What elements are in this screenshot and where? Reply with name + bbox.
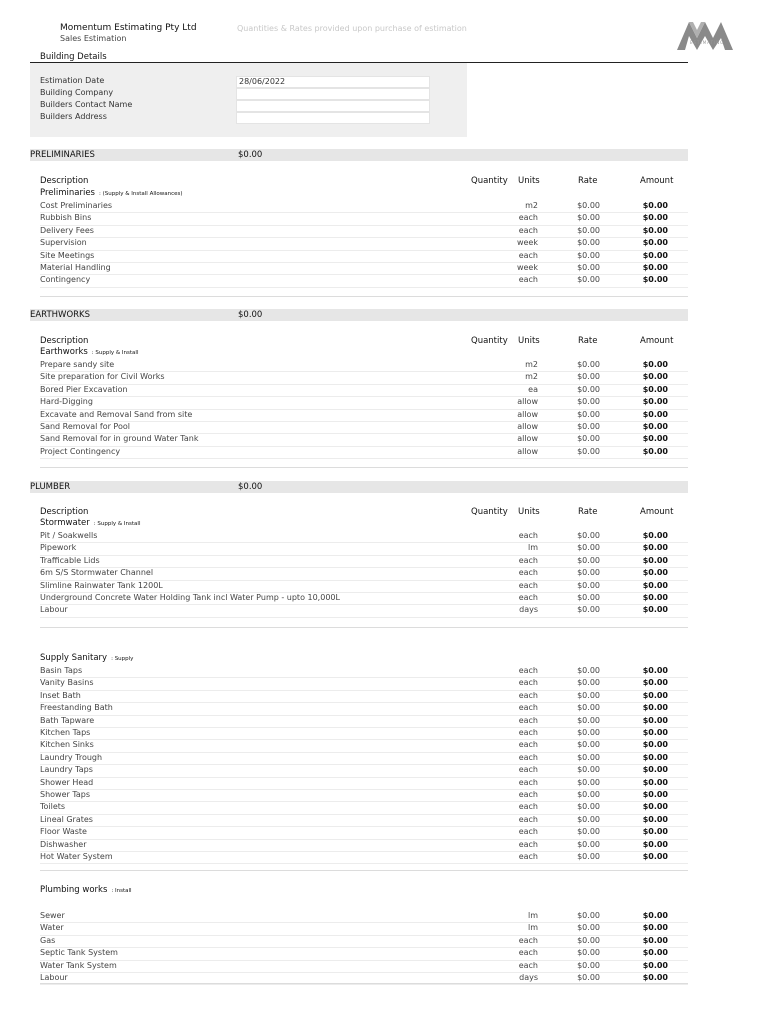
item-amount: $0.00 bbox=[642, 715, 668, 725]
item-unit: each bbox=[518, 765, 538, 775]
table-row bbox=[40, 947, 688, 960]
item-description: Dishwasher bbox=[40, 839, 87, 849]
item-rate: $0.00 bbox=[577, 765, 600, 775]
table-row bbox=[40, 839, 688, 852]
table-row bbox=[40, 433, 688, 446]
item-rate: $0.00 bbox=[577, 605, 600, 615]
group-title bbox=[40, 885, 132, 895]
col-header-amount: Amount bbox=[640, 507, 674, 517]
item-amount: $0.00 bbox=[642, 238, 668, 248]
table-row bbox=[40, 409, 688, 422]
item-amount: $0.00 bbox=[642, 275, 668, 285]
table-row bbox=[40, 250, 688, 263]
table-row bbox=[40, 789, 688, 802]
item-description: Cost Preliminaries bbox=[40, 201, 113, 210]
item-rate: $0.00 bbox=[577, 360, 600, 369]
item-amount: $0.00 bbox=[642, 434, 668, 444]
item-amount: $0.00 bbox=[642, 911, 668, 920]
table-row bbox=[40, 935, 688, 948]
item-rate: $0.00 bbox=[577, 728, 600, 737]
item-rate: $0.00 bbox=[577, 568, 600, 578]
item-rate: $0.00 bbox=[577, 740, 600, 750]
item-amount: $0.00 bbox=[642, 568, 668, 578]
item-description: Bored Pier Excavation bbox=[40, 384, 128, 394]
item-rate: $0.00 bbox=[577, 678, 600, 688]
item-amount: $0.00 bbox=[642, 201, 668, 210]
address-field[interactable] bbox=[236, 112, 430, 124]
item-rate: $0.00 bbox=[577, 275, 600, 285]
item-unit: lm bbox=[527, 911, 538, 920]
item-description: Labour bbox=[40, 605, 68, 615]
item-description: Hard-Digging bbox=[40, 397, 93, 407]
item-description: Vanity Basins bbox=[40, 678, 94, 688]
item-description: Septic Tank System bbox=[40, 948, 118, 958]
item-amount: $0.00 bbox=[642, 397, 668, 407]
item-description: Basin Taps bbox=[40, 666, 83, 675]
table-row bbox=[40, 592, 688, 605]
item-description: Project Contingency bbox=[40, 446, 121, 456]
table-row bbox=[40, 446, 688, 459]
item-rate: $0.00 bbox=[577, 434, 600, 444]
section-total: $0.00 bbox=[238, 482, 263, 492]
section-end-separator bbox=[40, 983, 688, 984]
item-unit: each bbox=[518, 752, 538, 762]
item-unit: each bbox=[518, 948, 538, 958]
section-bar bbox=[30, 481, 688, 493]
group-title-text: Stormwater bbox=[40, 518, 90, 528]
item-rate: $0.00 bbox=[577, 238, 600, 248]
table-row bbox=[40, 274, 688, 287]
item-description: Delivery Fees bbox=[40, 225, 94, 235]
col-header-quantity: Quantity bbox=[471, 336, 508, 346]
item-description: Laundry Trough bbox=[40, 752, 103, 762]
section-name: PLUMBER bbox=[30, 482, 71, 492]
section-end-separator bbox=[40, 467, 688, 468]
item-amount: $0.00 bbox=[642, 852, 668, 861]
table-row bbox=[40, 764, 688, 777]
estimation-date-field[interactable]: 28/06/2022 bbox=[236, 76, 430, 88]
item-rate: $0.00 bbox=[577, 213, 600, 223]
table-row bbox=[40, 421, 688, 434]
item-amount: $0.00 bbox=[642, 839, 668, 849]
item-amount: $0.00 bbox=[642, 384, 668, 394]
item-description: Slimline Rainwater Tank 1200L bbox=[40, 580, 163, 590]
item-description: Site preparation for Civil Works bbox=[40, 372, 165, 382]
item-unit: each bbox=[518, 593, 538, 602]
company-name: Momentum Estimating Pty Ltd bbox=[60, 23, 197, 33]
table-row bbox=[40, 715, 688, 728]
item-unit: each bbox=[518, 790, 538, 799]
group-separator bbox=[40, 870, 688, 871]
item-description: Excavate and Removal Sand from site bbox=[40, 409, 193, 419]
table-row bbox=[40, 212, 688, 225]
item-amount: $0.00 bbox=[642, 814, 668, 824]
item-rate: $0.00 bbox=[577, 802, 600, 812]
group-title bbox=[40, 518, 140, 528]
table-row bbox=[40, 384, 688, 397]
item-description: Sand Removal for Pool bbox=[40, 422, 130, 431]
item-unit: allow bbox=[517, 446, 538, 456]
item-unit: each bbox=[518, 250, 538, 260]
item-unit: each bbox=[518, 740, 538, 750]
item-amount: $0.00 bbox=[642, 790, 668, 799]
contact-name-field[interactable] bbox=[236, 100, 430, 112]
item-description: Contingency bbox=[40, 275, 91, 285]
field-label-contact-name: Builders Contact Name bbox=[40, 100, 133, 109]
item-unit: m2 bbox=[525, 372, 538, 382]
col-header-quantity: Quantity bbox=[471, 507, 508, 517]
item-rate: $0.00 bbox=[577, 543, 600, 553]
table-row bbox=[40, 604, 688, 617]
table-row bbox=[40, 200, 688, 213]
item-amount: $0.00 bbox=[642, 960, 668, 970]
section-name: PRELIMINARIES bbox=[30, 150, 95, 160]
table-row bbox=[40, 567, 688, 580]
item-unit: each bbox=[518, 275, 538, 285]
item-amount: $0.00 bbox=[642, 446, 668, 456]
item-amount: $0.00 bbox=[642, 225, 668, 235]
item-amount: $0.00 bbox=[642, 728, 668, 737]
item-rate: $0.00 bbox=[577, 814, 600, 824]
item-unit: week bbox=[516, 263, 538, 272]
item-unit: allow bbox=[517, 409, 538, 419]
table-row bbox=[40, 960, 688, 973]
item-rate: $0.00 bbox=[577, 690, 600, 700]
table-row bbox=[40, 359, 688, 372]
item-unit: allow bbox=[517, 397, 538, 407]
table-row bbox=[40, 826, 688, 839]
item-rate: $0.00 bbox=[577, 593, 600, 602]
item-description: Water Tank System bbox=[40, 960, 117, 970]
col-header-quantity: Quantity bbox=[471, 176, 508, 186]
item-amount: $0.00 bbox=[642, 690, 668, 700]
item-unit: ea bbox=[528, 384, 538, 394]
item-unit: each bbox=[518, 531, 538, 540]
item-amount: $0.00 bbox=[642, 580, 668, 590]
col-header-units: Units bbox=[518, 336, 540, 346]
item-description: Toilets bbox=[40, 802, 66, 812]
col-header-amount: Amount bbox=[640, 336, 674, 346]
item-amount: $0.00 bbox=[642, 948, 668, 958]
item-rate: $0.00 bbox=[577, 911, 600, 920]
estimation-note: Quantities & Rates provided upon purchase of estimation bbox=[237, 24, 467, 33]
item-unit: allow bbox=[517, 434, 538, 444]
table-row bbox=[40, 530, 688, 543]
item-rate: $0.00 bbox=[577, 752, 600, 762]
item-description: Freestanding Bath bbox=[40, 703, 113, 713]
table-row bbox=[40, 225, 688, 238]
group-separator bbox=[40, 627, 688, 628]
item-description: Prepare sandy site bbox=[40, 360, 115, 369]
table-row bbox=[40, 814, 688, 827]
item-description: Rubbish Bins bbox=[40, 213, 92, 223]
item-amount: $0.00 bbox=[642, 740, 668, 750]
section-bar bbox=[30, 309, 688, 321]
item-rate: $0.00 bbox=[577, 225, 600, 235]
table-row bbox=[40, 702, 688, 715]
item-unit: each bbox=[518, 225, 538, 235]
item-unit: each bbox=[518, 715, 538, 725]
item-description: Pipework bbox=[40, 543, 77, 553]
item-unit: each bbox=[518, 777, 538, 787]
item-unit: days bbox=[519, 605, 538, 615]
field-label-address: Builders Address bbox=[40, 112, 107, 121]
item-description: Trafficable Lids bbox=[40, 555, 100, 565]
table-row bbox=[40, 851, 688, 864]
col-header-amount: Amount bbox=[640, 176, 674, 186]
field-label-building-company: Building Company bbox=[40, 88, 114, 97]
group-note: : Install bbox=[111, 888, 132, 894]
section-total: $0.00 bbox=[238, 150, 263, 160]
group-note: : Supply & Install bbox=[91, 350, 139, 356]
group-note: : Supply & Install bbox=[93, 521, 141, 527]
item-unit: each bbox=[518, 213, 538, 223]
table-row bbox=[40, 690, 688, 703]
table-row bbox=[40, 801, 688, 814]
item-rate: $0.00 bbox=[577, 555, 600, 565]
item-rate: $0.00 bbox=[577, 960, 600, 970]
item-rate: $0.00 bbox=[577, 715, 600, 725]
item-description: Floor Waste bbox=[40, 827, 87, 837]
item-unit: each bbox=[518, 666, 538, 675]
item-description: Inset Bath bbox=[40, 690, 81, 700]
document-subtitle: Sales Estimation bbox=[60, 34, 127, 43]
item-amount: $0.00 bbox=[642, 765, 668, 775]
col-header-description: Description bbox=[40, 507, 89, 517]
item-amount: $0.00 bbox=[642, 543, 668, 553]
item-amount: $0.00 bbox=[642, 593, 668, 602]
item-rate: $0.00 bbox=[577, 397, 600, 407]
item-rate: $0.00 bbox=[577, 409, 600, 419]
item-rate: $0.00 bbox=[577, 948, 600, 958]
item-unit: each bbox=[518, 935, 538, 945]
item-rate: $0.00 bbox=[577, 827, 600, 837]
item-unit: each bbox=[518, 690, 538, 700]
item-amount: $0.00 bbox=[642, 703, 668, 713]
group-title-text: Plumbing works bbox=[40, 885, 108, 895]
group-title-text: Preliminaries bbox=[40, 188, 95, 198]
col-header-rate: Rate bbox=[578, 176, 598, 186]
item-rate: $0.00 bbox=[577, 250, 600, 260]
item-rate: $0.00 bbox=[577, 923, 600, 933]
col-header-units: Units bbox=[518, 176, 540, 186]
item-unit: each bbox=[518, 678, 538, 688]
item-description: Shower Taps bbox=[40, 790, 91, 799]
col-header-rate: Rate bbox=[578, 507, 598, 517]
item-amount: $0.00 bbox=[642, 531, 668, 540]
section-total: $0.00 bbox=[238, 310, 263, 320]
item-rate: $0.00 bbox=[577, 703, 600, 713]
item-rate: $0.00 bbox=[577, 422, 600, 431]
group-title-text: Earthworks bbox=[40, 347, 88, 357]
item-rate: $0.00 bbox=[577, 852, 600, 861]
table-row bbox=[40, 396, 688, 409]
item-rate: $0.00 bbox=[577, 839, 600, 849]
table-row bbox=[40, 542, 688, 555]
table-row bbox=[40, 752, 688, 765]
item-description: Supervision bbox=[40, 238, 87, 248]
item-description: Sand Removal for in ground Water Tank bbox=[40, 434, 199, 444]
section-bar bbox=[30, 149, 688, 161]
field-label-estimation-date: Estimation Date bbox=[40, 76, 105, 85]
item-description: Lineal Grates bbox=[40, 814, 93, 824]
item-amount: $0.00 bbox=[642, 422, 668, 431]
item-rate: $0.00 bbox=[577, 777, 600, 787]
item-rate: $0.00 bbox=[577, 446, 600, 456]
item-amount: $0.00 bbox=[642, 409, 668, 419]
group-title bbox=[40, 653, 133, 663]
item-description: Kitchen Taps bbox=[40, 728, 91, 737]
item-description: Kitchen Sinks bbox=[40, 740, 94, 750]
item-unit: lm bbox=[527, 923, 538, 933]
item-amount: $0.00 bbox=[642, 802, 668, 812]
group-note: : Supply bbox=[111, 656, 134, 662]
group-title bbox=[40, 347, 138, 357]
item-unit: lm bbox=[527, 543, 538, 553]
table-row bbox=[40, 580, 688, 593]
item-description: Pit / Soakwells bbox=[40, 531, 98, 540]
item-unit: m2 bbox=[525, 360, 538, 369]
item-amount: $0.00 bbox=[642, 360, 668, 369]
item-amount: $0.00 bbox=[642, 678, 668, 688]
item-amount: $0.00 bbox=[642, 372, 668, 382]
col-header-description: Description bbox=[40, 336, 89, 346]
item-description: Gas bbox=[40, 935, 56, 945]
col-header-description: Description bbox=[40, 176, 89, 186]
group-title bbox=[40, 188, 183, 198]
item-unit: each bbox=[518, 703, 538, 713]
item-amount: $0.00 bbox=[642, 973, 668, 982]
item-description: Site Meetings bbox=[40, 250, 95, 260]
item-amount: $0.00 bbox=[642, 605, 668, 615]
item-amount: $0.00 bbox=[642, 250, 668, 260]
item-unit: each bbox=[518, 852, 538, 861]
item-rate: $0.00 bbox=[577, 935, 600, 945]
item-rate: $0.00 bbox=[577, 666, 600, 675]
item-unit: week bbox=[516, 238, 538, 248]
item-unit: each bbox=[518, 827, 538, 837]
item-unit: each bbox=[518, 839, 538, 849]
table-row bbox=[40, 237, 688, 250]
section-name: EARTHWORKS bbox=[30, 310, 91, 320]
table-row bbox=[40, 677, 688, 690]
item-unit: each bbox=[518, 568, 538, 578]
item-amount: $0.00 bbox=[642, 935, 668, 945]
item-amount: $0.00 bbox=[642, 923, 668, 933]
item-rate: $0.00 bbox=[577, 372, 600, 382]
table-row bbox=[40, 371, 688, 384]
building-details-title: Building Details bbox=[40, 52, 107, 62]
item-description: Labour bbox=[40, 973, 68, 982]
item-amount: $0.00 bbox=[642, 263, 668, 272]
item-rate: $0.00 bbox=[577, 580, 600, 590]
item-unit: each bbox=[518, 802, 538, 812]
item-rate: $0.00 bbox=[577, 531, 600, 540]
item-unit: m2 bbox=[525, 201, 538, 210]
item-unit: each bbox=[518, 555, 538, 565]
item-rate: $0.00 bbox=[577, 201, 600, 210]
item-description: Laundry Taps bbox=[40, 765, 93, 775]
item-description: Bath Tapware bbox=[40, 715, 95, 725]
item-amount: $0.00 bbox=[642, 213, 668, 223]
item-amount: $0.00 bbox=[642, 827, 668, 837]
item-unit: each bbox=[518, 580, 538, 590]
item-description: Underground Concrete Water Holding Tank incl Water Pump - upto 10,000L bbox=[40, 593, 340, 602]
item-unit: each bbox=[518, 814, 538, 824]
item-amount: $0.00 bbox=[642, 666, 668, 675]
item-description: Hot Water System bbox=[40, 852, 113, 861]
section-end-separator bbox=[40, 296, 688, 297]
item-amount: $0.00 bbox=[642, 752, 668, 762]
item-rate: $0.00 bbox=[577, 973, 600, 982]
item-unit: each bbox=[518, 728, 538, 737]
item-amount: $0.00 bbox=[642, 555, 668, 565]
table-row bbox=[40, 262, 688, 275]
col-header-rate: Rate bbox=[578, 336, 598, 346]
table-row bbox=[40, 665, 688, 678]
item-unit: days bbox=[519, 973, 538, 982]
item-rate: $0.00 bbox=[577, 263, 600, 272]
table-row bbox=[40, 922, 688, 935]
logo-text: ESTIMATING bbox=[690, 40, 725, 45]
group-note: : (Supply & Install Allowances) bbox=[99, 191, 183, 197]
col-header-units: Units bbox=[518, 507, 540, 517]
item-description: Shower Head bbox=[40, 777, 94, 787]
table-row bbox=[40, 739, 688, 752]
item-unit: allow bbox=[517, 422, 538, 431]
building-company-field[interactable] bbox=[236, 88, 430, 100]
group-title-text: Supply Sanitary bbox=[40, 653, 108, 663]
item-amount: $0.00 bbox=[642, 777, 668, 787]
item-description: Material Handling bbox=[40, 263, 111, 272]
item-description: 6m S/S Stormwater Channel bbox=[40, 568, 154, 578]
table-row bbox=[40, 777, 688, 790]
item-rate: $0.00 bbox=[577, 790, 600, 799]
item-description: Sewer bbox=[40, 911, 65, 920]
item-rate: $0.00 bbox=[577, 384, 600, 394]
table-row bbox=[40, 727, 688, 740]
item-description: Water bbox=[40, 923, 64, 933]
table-row bbox=[40, 910, 688, 923]
table-row bbox=[40, 555, 688, 568]
item-unit: each bbox=[518, 960, 538, 970]
